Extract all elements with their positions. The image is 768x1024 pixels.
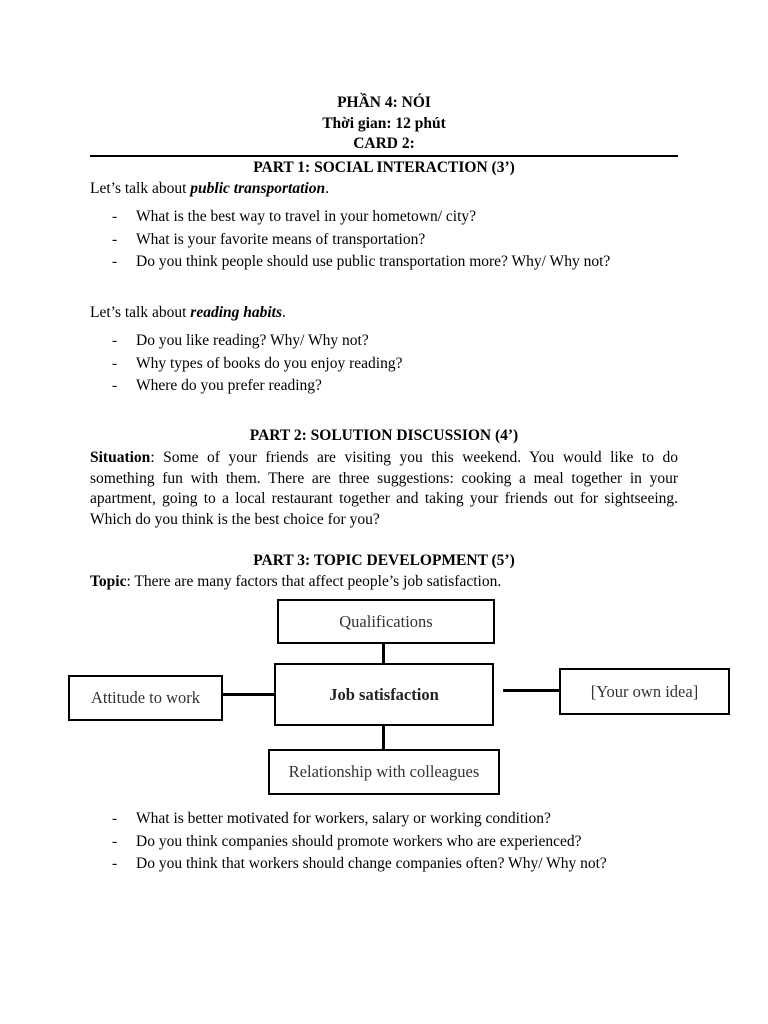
part3-heading: PART 3: TOPIC DEVELOPMENT (5’) xyxy=(253,552,515,569)
part1-topic1-intro: Let’s talk about public transportation. xyxy=(90,180,329,197)
topic1-emphasis: public transportation xyxy=(190,180,326,197)
part1-heading: PART 1: SOCIAL INTERACTION (3’) xyxy=(253,159,515,176)
situation-label: Situation xyxy=(90,449,151,466)
topic2-emphasis: reading habits xyxy=(190,304,283,321)
list-item: - What is your favorite means of transportation? xyxy=(112,230,426,248)
situation-paragraph xyxy=(90,448,678,530)
header-rule xyxy=(90,155,678,157)
connector-top xyxy=(382,642,385,665)
diagram-box-attitude: Attitude to work xyxy=(68,675,223,721)
connector-right xyxy=(503,689,560,692)
topic-label: Topic xyxy=(90,573,127,590)
card-label: CARD 2: xyxy=(353,135,415,152)
connector-bottom xyxy=(382,724,385,751)
list-item: - What is better motivated for workers, salary or working condition? xyxy=(112,810,551,827)
list-item: - What is the best way to travel in your hometown/ city? xyxy=(112,208,477,225)
part1-topic1-questions xyxy=(90,206,678,274)
list-item: - Do you think people should use public transportation more? Why/ Why not? xyxy=(112,253,611,270)
list-item: - Do you think that workers should change companies often? Why/ Why not? xyxy=(112,855,607,872)
diagram-box-job-satisfaction: Job satisfaction xyxy=(274,663,494,726)
diagram-box-relationship: Relationship with colleagues xyxy=(268,749,500,795)
part2-heading: PART 2: SOLUTION DISCUSSION (4’) xyxy=(249,427,519,444)
list-item: - Do you think companies should promote workers who are experienced? xyxy=(112,832,582,850)
part3-topic-line xyxy=(90,573,678,591)
list-item: - Where do you prefer reading? xyxy=(112,377,322,394)
section-title: PHẦN 4: NÓI xyxy=(337,94,431,111)
situation-text: : Some of your friends are visiting you this weekend. You would like to do something fun with them. There are three suggestions: cooking a meal together in your apartment, going to a local restaurant together and taking your friends out for sightseeing. Which do you think is the best choice for you? xyxy=(90,449,678,528)
topic-text: : There are many factors that affect people’s job satisfaction. xyxy=(126,573,502,590)
part1-topic2-questions xyxy=(90,330,678,398)
diagram-box-qualifications: Qualifications xyxy=(277,599,495,644)
part1-topic2-intro: Let’s talk about reading habits. xyxy=(90,304,286,321)
list-item: - Do you like reading? Why/ Why not? xyxy=(112,332,369,349)
part3-questions xyxy=(90,808,678,876)
list-item: - Why types of books do you enjoy reading? xyxy=(112,354,403,372)
diagram-box-own-idea: [Your own idea] xyxy=(559,668,730,715)
time-limit: Thời gian: 12 phút xyxy=(322,115,446,132)
connector-left xyxy=(221,693,276,696)
